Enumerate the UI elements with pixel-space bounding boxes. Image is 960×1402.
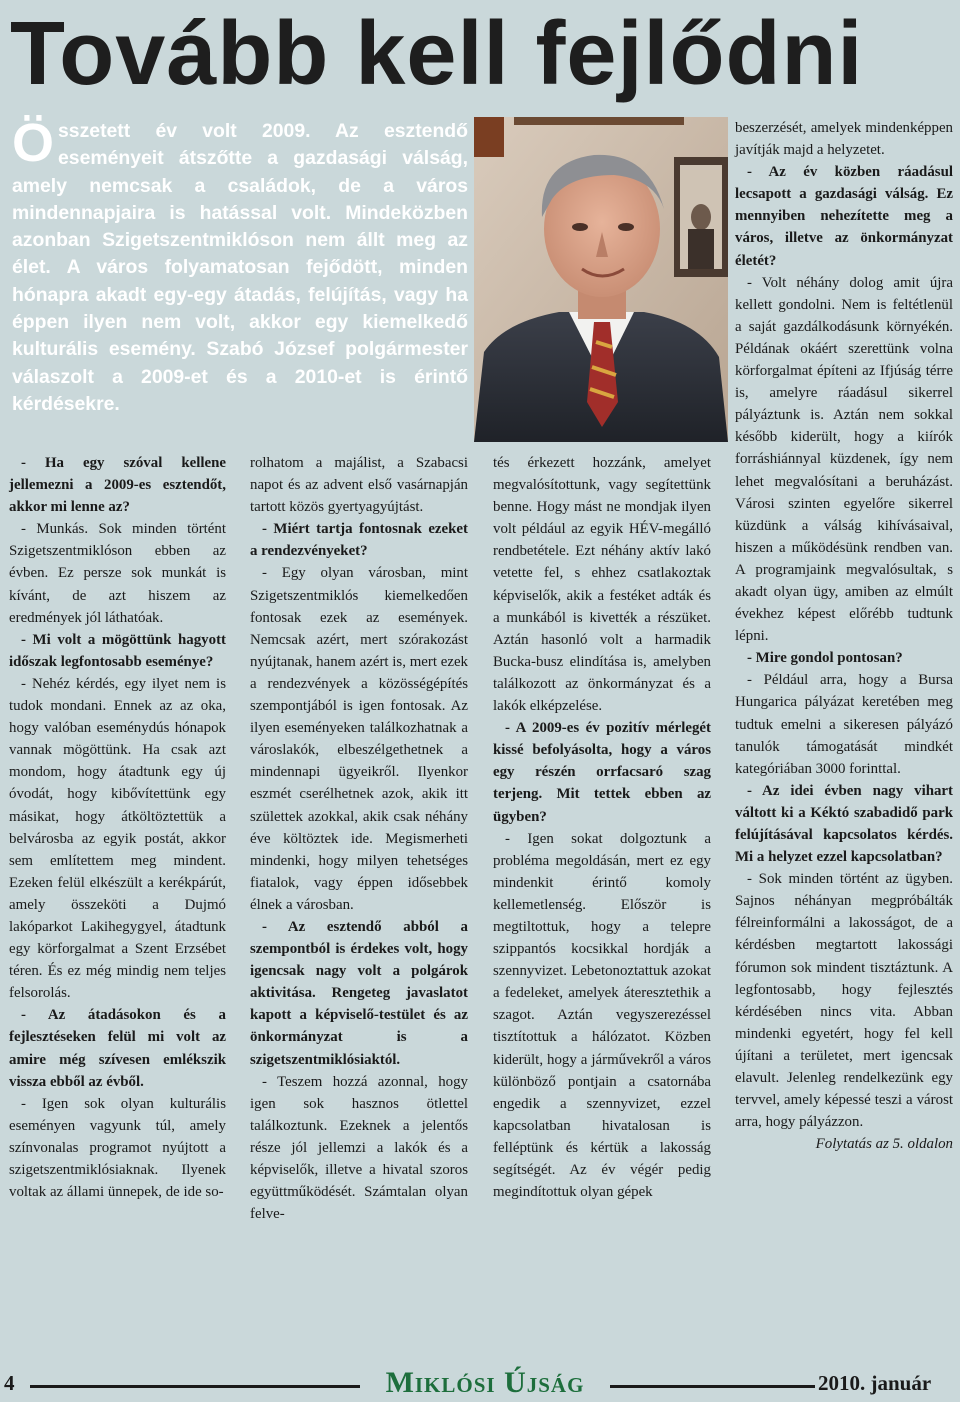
question: - Miért tartja fontosnak ezeket a rendezvényeket? xyxy=(250,521,468,560)
answer: - Munkás. Sok minden történt Szigetszentmiklóson ebben az évben. Ez persze sok munkát is kívánt, de azt hiszem az eredmények jól láthatóak. xyxy=(9,521,226,626)
answer: - Igen sok olyan kulturális eseményen vagyunk túl, amely színvonalas programot nyújtott a szigetszentmiklósiaknak. Ilyenek voltak az állami ünnepek, de ide so- xyxy=(9,1095,226,1201)
question: - Az átadásokon és a fejlesztéseken felül mi volt az amire még szívesen emlékszik vissza ebből az évből. xyxy=(9,1007,226,1090)
page-footer xyxy=(0,1362,960,1402)
article-headline: Tovább kell fejlődni xyxy=(10,4,864,104)
answer: - Igen sokat dolgoztunk a probléma megoldásán, mert ez egy mindenkit érintő komoly kellemetlenség. Először is megtiltottuk, hogy a telepre szippantós kocsikkal hordják a szennyvizet. Lebetonoztattuk azokat a fedeleket, amelyek áteresztethik a szagot. Aztán vegyszerezéssel tisztítottuk a hálózatot. Közben kiderült, hogy a járművekről a város különböző pontjain a csatornába engedik a szennyvizet, ezzel kapcsolatban hivatalosan is felléptünk és kértük a lakosság segítségét. Az év végér pedig megindítottuk olyan gépek xyxy=(493,830,711,1201)
footer-rule-left xyxy=(30,1385,360,1388)
lead-paragraph xyxy=(12,113,468,418)
answer: - Például arra, hogy a Bursa Hungarica pályázat keretében meg tudtuk emelni a sikeresen pályázó tanulók támogatását mindkét kategóriában 3000 forinttal. xyxy=(735,672,953,777)
question: - Az év közben ráadásul lecsapott a gazdasági válság. Ez mennyiben nehezítette meg a város, illetve az önkormányzat életét? xyxy=(735,164,953,269)
portrait-illustration xyxy=(474,117,728,442)
issue-date: 2010. január xyxy=(818,1371,932,1395)
mayor-portrait-photo xyxy=(474,117,728,442)
lead-text: sszetett év volt 2009. Az esztendő eseményeit átszőtte a gazdasági válság, amely nemcsak a családok, de a város mindennapjaira is hatással volt. Mindeközben azonban Szigetszentmiklóson nem állt meg az élet. A város folyamatosan fejődött, minden hónapra akadt egy-egy átadás, felújítás, vagy ha éppen ilyen nem volt, akkor egy kiemelkedő kulturális esemény. Szabó József polgármester válaszolt a 2009-et és a 2010-et is érintő kérdésekre. xyxy=(12,120,468,415)
answer: - Nehéz kérdés, egy ilyet nem is tudok mondani. Ennek az az oka, hogy valóban eseménydús hónapok vannak mögöttünk. Ha csak azt mondom, hogy átadtunk egy új óvodát, hogy kibővítettünk egy másikat, hogy átköltöztettük a belvárosba az egyik postát, akkor sem említettem meg mindent. Ezeken felül elkészült a kerékpárút, amely összeköti a Dujmó lakóparkot Lakihegygyel, átadtunk egy körforgalmat a Szent Erzsébet téren. És ez még mindig nem teljes felsorolás. xyxy=(9,675,226,1002)
answer: - Egy olyan városban, mint Szigetszentmiklós kiemelkedően fontosak ezek az események. Nemcsak azért, mert szórakozást nyújtanak, hanem azért is, mert ezek a rendezvények a közösségépítés szempontjából is igen fontosak. Az ilyen eseményeken találkozhatnak a városlakók, elbeszélgethetnek a mindennapi ügyeikről. Ilyenkor eszmét cserélhetnek azok, akik itt születtek azokkal, akik csak néhány éve költöztek ide. Megismerheti mindenki, hogy milyen tehetséges fiatalok, vagy éppen idősebbek élnek a városban. xyxy=(250,565,468,913)
page-number: 4 xyxy=(4,1371,15,1395)
question: - Mi volt a mögöttünk hagyott időszak legfontosabb eseménye? xyxy=(9,631,226,670)
article-column-3 xyxy=(493,452,711,1203)
article-column-1 xyxy=(9,452,226,1203)
question: - Az esztendő abból a szempontból is érdekes volt, hogy igencsak nagy volt a polgárok aktivitása. Rengeteg javaslatot kapott a képviselő-testület és az önkormányzat is a szigetszentmiklósiaktól. xyxy=(250,918,468,1068)
question: - A 2009-es év pozitív mérlegét kissé befolyásolta, hogy a város egy részén orrfacsaró szag terjeng. Mit tettek ebben az ügyben? xyxy=(493,720,711,825)
article-column-2 xyxy=(250,452,468,1225)
answer: - Sok minden történt az ügyben. Sajnos néhányan megpróbálták félreinformálni a lakosságot, de a kérdésben megtartott lakossági fórumon sok mindent tisztáztunk. A legfontosabb, hogy fejlesztés kérdésében nincs vita. Abban mindenki egyetért, hogy fel kell újítani a területet, mert igencsak elavult. Jelenleg rendelkezünk egy tervvel, amely képessé teszi a várost arra, hogy pályázzon. xyxy=(735,871,953,1131)
footer-rule-right xyxy=(610,1385,815,1388)
continued-note: Folytatás az 5. oldalon xyxy=(815,1136,953,1153)
question: - Ha egy szóval kellene jellemezni a 2009-es esztendőt, akkor mi lenne az? xyxy=(9,455,226,516)
newspaper-masthead: Miklósi Újság xyxy=(385,1366,585,1399)
drop-cap: Ö xyxy=(12,113,55,173)
answer: - Volt néhány dolog amit újra kellett gondolni. Nem is feltétlenül a saját gazdálkodásunk környékén. Példának okáért szerettünk volna körforgalmat építeni az Ifjúság térre is, amelyre ráadásul sikerrel pályáztunk is. Aztán nem sokkal később kiderült, hogy a kiírók forráshiánnyal küzdenek, így nem lehet megvalósítani a beruházást. Városi szinten egyelőre sikerrel küzdünk a válság kihívásaival, hiszen a működésünk rendben van. A programjaink megvalósultak, s akadt olyan ügy, amiben az elmúlt évekhez képest előrébb tudtunk lépni. xyxy=(735,274,953,645)
answer: beszerzését, amelyek mindenképpen javítják majd a helyzetet. xyxy=(735,120,953,159)
question: - Az idei évben nagy vihart váltott ki a Kéktó szabadidő park felújításával kapcsolatos kérdés. Mi a helyzet ezzel kapcsolatban? xyxy=(735,782,953,866)
question: - Mire gondol pontosan? xyxy=(747,650,903,667)
answer: - Teszem hozzá azonnal, hogy igen sok hasznos ötlettel találkoztunk. Ezeknek a jelentős része jól jellemzi a lakók és a képviselők, illetve a hivatal szoros együttműködését. Számtalan olyan felve- xyxy=(250,1073,468,1223)
answer: rolhatom a majálist, a Szabacsi napot és az advent első vasárnapján tartott közös gyertyagyújtást. xyxy=(250,455,468,516)
answer: tés érkezett hozzánk, amelyet megvalósítottunk, vagy segítettünk benne. Hogy mást ne mondjak ilyen volt például az egyik HÉV-megálló rendbetétele. Ezt néhány aktív lakó vetette fel, s ehhez csatlakoztak képviselők, akik a festéket adták és a munkából is kivették a részüket. Aztán hasonló volt a harmadik Bucka-busz elindítása is, amelyben találkozott az önkormányzat és a lakók elképzelése. xyxy=(493,455,711,715)
article-column-4 xyxy=(735,117,953,1155)
